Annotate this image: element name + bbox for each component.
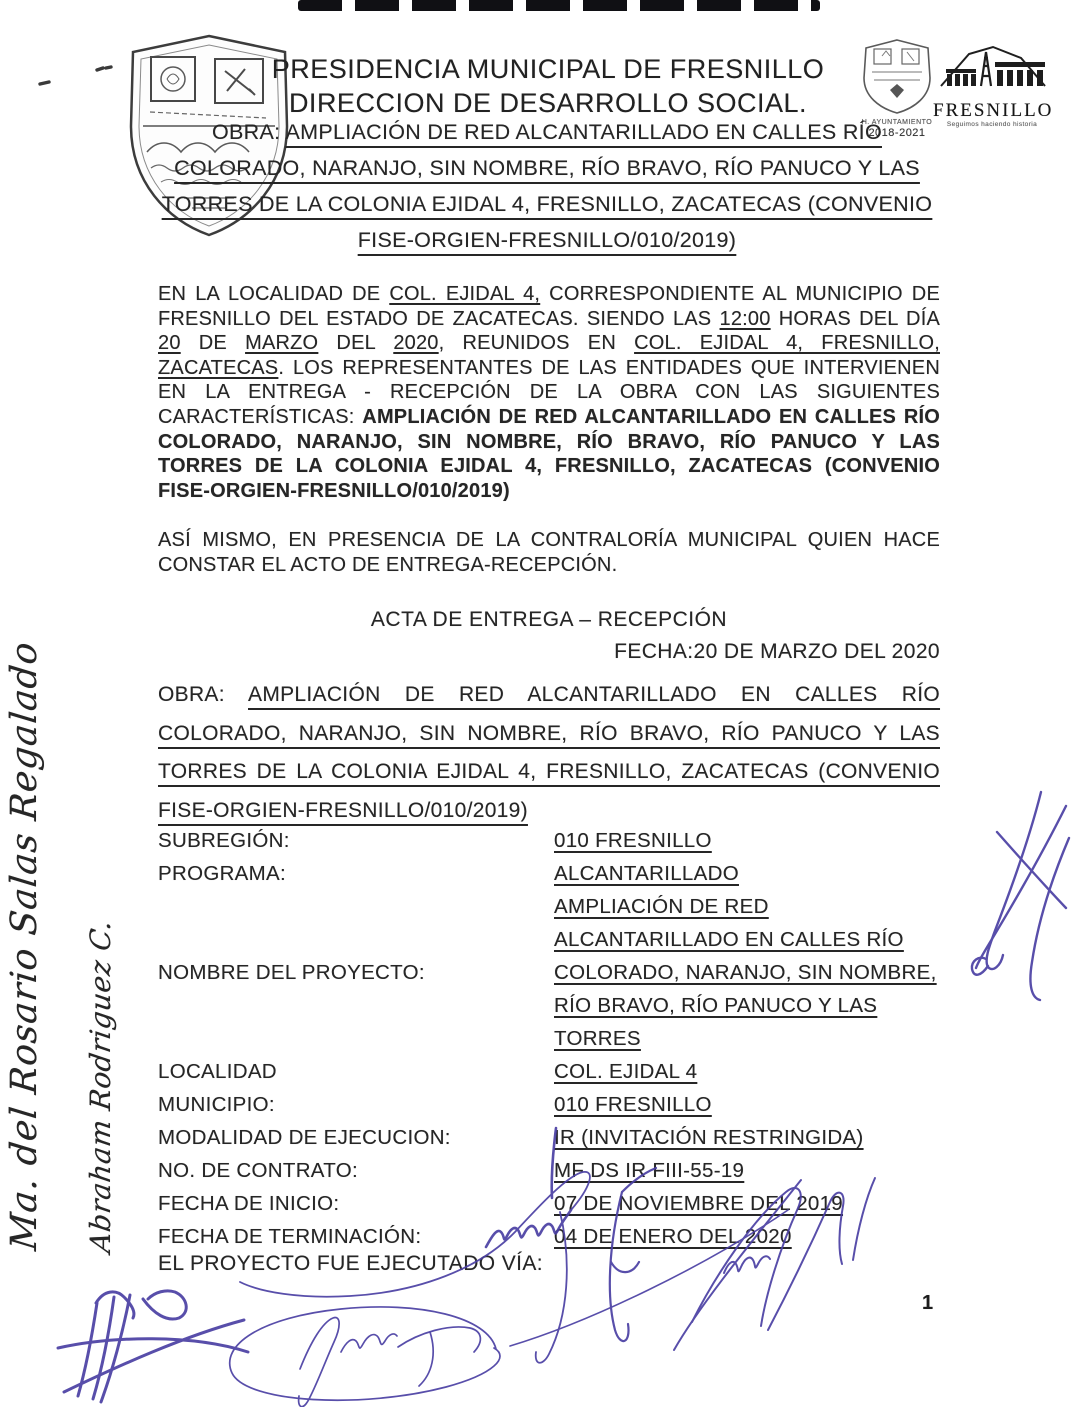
field-value-text: MF DS IR FIII-55-19 (554, 1159, 745, 1182)
signature-right-margin (972, 792, 1069, 1000)
text-segment: AMPLIACIÓN DE RED ALCANTARILLADO EN CALLES RÍO COLORADO, NARANJO, SIN NOMBRE, RÍO BRAVO, RÍO PANUCO Y LAS TORRES DE LA COLONIA EJIDAL 4, FRESNILLO, ZACATECAS (CONVENIO FISE-ORGIEN-FRESNILLO/010/2019) (158, 405, 940, 502)
text-segment: 20 (158, 332, 181, 355)
text-segment: AMPLIACIÓN DE RED ALCANTARILLADO EN CALLES RÍO COLORADO, NARANJO, SIN NOMBRE, RÍO BRAVO, RÍO PANUCO Y LAS TORRES DE LA COLONIA EJIDAL 4, FRESNILLO, ZACATECAS (CONVENIO FISE-ORGIEN-FRESNILLO/010/2019) (161, 120, 933, 252)
text-segment: . LOS REPRESENTANTES DE LAS ENTIDADES QUE INTERVIENEN EN LA ENTREGA - RECEPCIÓN DE LA OBRA CON LAS SIGUIENTES CARACTERÍSTICAS: (158, 356, 940, 428)
text-segment: OBRA: (212, 120, 286, 144)
field-value-text: 07 DE NOVIEMBRE DEL 2019 (554, 1192, 844, 1215)
text-segment: 12:00 (719, 307, 771, 330)
signature-over-dates (240, 1128, 590, 1363)
text-segment: CORRESPONDIENTE AL MUNICIPIO DE FRESNILLO DEL ESTADO DE ZACATECAS. SIENDO LAS (158, 283, 940, 330)
text-segment: COL. EJIDAL 4, FRESNILLO, ZACATECAS (158, 332, 940, 379)
margin-handwritten-name-2: Abraham Rodriguez C. (84, 917, 117, 1255)
field-label: NOMBRE DEL PROYECTO: (158, 961, 425, 984)
crest-caption-line1: H. AYUNTAMIENTO (861, 119, 933, 126)
text-segment: AMPLIACIÓN DE RED ALCANTARILLADO EN CALLES RÍO COLORADO, NARANJO, SIN NOMBRE, RÍO BRAVO, RÍO PANUCO Y LAS TORRES DE LA COLONIA EJIDAL 4, FRESNILLO, ZACATECAS (CONVENIO FISE-ORGIEN-FRESNILLO/010/2019) (158, 683, 941, 822)
field-value-text: COL. EJIDAL 4 (554, 1060, 698, 1083)
field-label: MODALIDAD DE EJECUCION: (158, 1126, 451, 1149)
field-value-text: IR (INVITACIÓN RESTRINGIDA) (554, 1126, 864, 1149)
margin-handwritten-name-1: Ma. del Rosario Salas Regalado (4, 639, 45, 1253)
text-segment: OBRA: (158, 683, 249, 706)
header-title-line1: PRESIDENCIA MUNICIPAL DE FRESNILLO (271, 54, 825, 84)
contraloria-paragraph: ASÍ MISMO, EN PRESENCIA DE LA CONTRALORÍA MUNICIPAL QUIEN HACE CONSTAR EL ACTO DE ENTREGA-RECEPCIÓN. (158, 529, 940, 576)
acta-title: ACTA DE ENTREGA – RECEPCIÓN (370, 608, 728, 631)
field-value-text: ALCANTARILLADO (554, 862, 739, 885)
field-label: FECHA DE INICIO: (158, 1192, 340, 1215)
crest-caption-line2: 2018-2021 (868, 127, 926, 139)
field-label: MUNICIPIO: (158, 1093, 275, 1116)
text-segment: MARZO (245, 332, 319, 355)
fresnillo-logo-tagline: Seguimos haciendo historia (946, 121, 1038, 128)
text-segment: COL. EJIDAL 4, (389, 283, 541, 305)
field-label: FECHA DE TERMINACIÓN: (158, 1225, 422, 1248)
signature-oval (230, 1307, 500, 1407)
field-label: PROGRAMA: (158, 862, 286, 885)
field-label: LOCALIDAD (158, 1060, 277, 1083)
signature-loops (510, 1178, 875, 1350)
text-segment: HORAS DEL DÍA (770, 307, 940, 330)
field-value-text: 010 FRESNILLO (554, 829, 712, 852)
pen-speck-marks (40, 67, 111, 84)
signature-crosshatch (58, 1291, 248, 1402)
acta-fecha: FECHA:20 DE MARZO DEL 2020 (614, 640, 940, 663)
page-number: 1 (922, 1292, 934, 1314)
proyecto-ejecutado-line: EL PROYECTO FUE EJECUTADO VÍA: (158, 1252, 544, 1275)
signature-vertical-hook (610, 1168, 656, 1341)
text-segment: , REUNIDOS EN (438, 332, 635, 355)
field-label: NO. DE CONTRATO: (158, 1159, 358, 1182)
field-value-text: AMPLIACIÓN DE RED ALCANTARILLADO EN CALLES RÍO COLORADO, NARANJO, SIN NOMBRE, RÍO BRAVO, RÍO PANUCO Y LAS TORRES (554, 895, 937, 1050)
text-segment: EN LA LOCALIDAD DE (158, 283, 390, 305)
fresnillo-logo-text: FRESNILLO (933, 100, 1054, 121)
text-segment: DE (180, 332, 246, 355)
header-title-line2: DIRECCION DE DESARROLLO SOCIAL. (288, 88, 808, 118)
field-label: SUBREGIÓN: (158, 829, 290, 852)
field-value-text: 010 FRESNILLO (554, 1093, 712, 1116)
field-value-text: 04 DE ENERO DEL 2020 (554, 1225, 792, 1248)
text-segment: DEL (318, 332, 394, 355)
text-segment: 2020 (393, 332, 439, 355)
